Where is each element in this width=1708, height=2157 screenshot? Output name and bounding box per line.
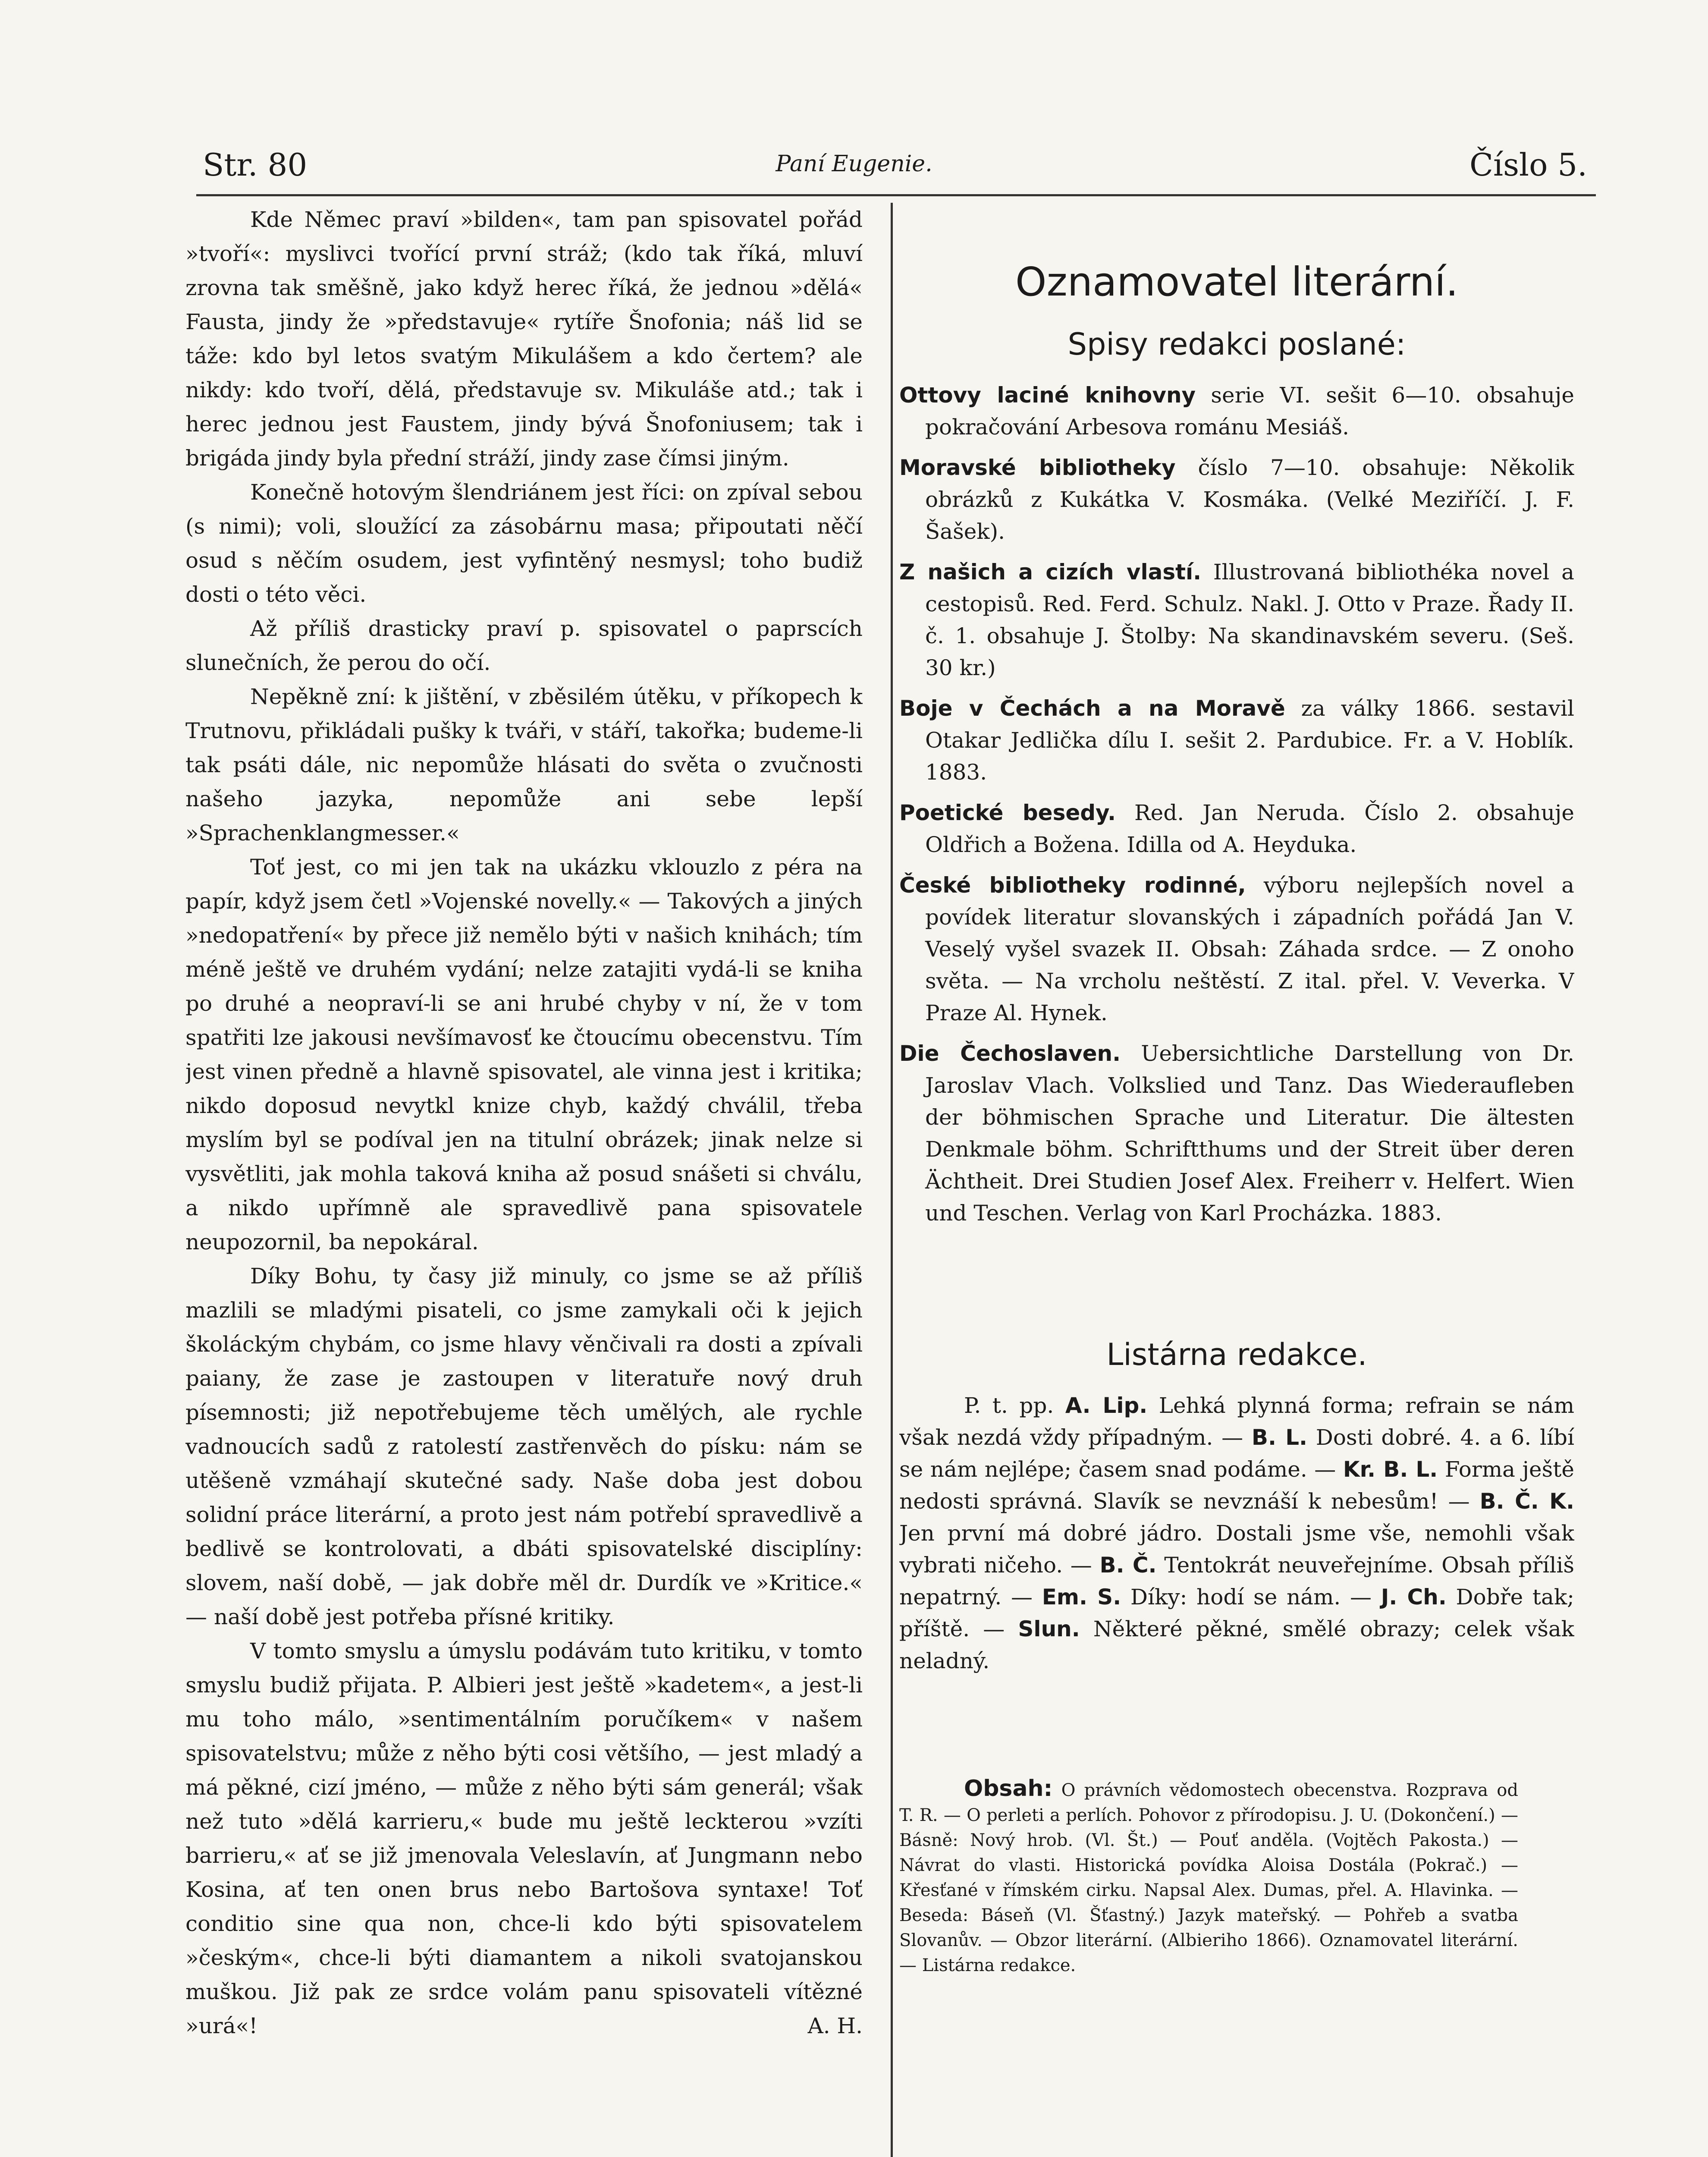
letter-name: Slun.: [1018, 1616, 1080, 1641]
letter-text: Jen první má dobré jádro. Dostali jsme vše, nemohli však vybrati ničeho. —: [899, 1521, 1574, 1578]
table-of-contents: [899, 1776, 1574, 1978]
entry-name: Ottovy laciné knihovny: [899, 383, 1196, 408]
entry-name: Moravské bibliotheky: [899, 455, 1176, 480]
letter-text: Forma ještě nedosti správná. Slavík se nevznáší k nebesům! —: [899, 1457, 1574, 1514]
entry-name: Die Čechoslaven.: [899, 1041, 1121, 1066]
entry-text: serie VI. sešit 6—10. obsahuje pokračování Arbesova románu Mesiáš.: [925, 383, 1574, 440]
letter-name: B. L.: [1251, 1425, 1308, 1450]
letter-text: Některé pěkné, smělé obrazy; celek však neladný.: [899, 1616, 1574, 1673]
header-rule: [196, 194, 1596, 196]
article-paragraph: Kde Němec praví »bilden«, tam pan spisovatel pořád »tvoří«: myslivci tvořící první stráž; (kdo tak říká, mluví zrovna tak směšně, jako když herec říká, že jednou »dělá« Fausta, jindy že »představuje« rytíře Šnofonia; náš lid se táže: kdo byl letos svatým Mikulášem a kdo čertem? ale nikdy: kdo tvoří, dělá, představuje sv. Mikuláše atd.; tak i herec jednou jest Faustem, jindy bývá Šnofoniusem; tak i brigáda jindy byla přední stráží, jindy zase čímsi jiným.: [185, 207, 863, 471]
letter-text: Díky: hodí se nám. —: [1130, 1585, 1372, 1610]
contents-text: O právních vědomostech obecenstva. Rozprava od T. R. — O perleti a perlích. Pohovor z přírodopisu. J. U. (Dokončení.) — Básně: Nový hrob. (Vl. Št.) — Pouť anděla. (Vojtěch Pakosta.) — Návrat do vlasti. Historická povídka Aloisa Dostála (Pokrač.) — Křesťané v římském cirku. Napsal Alex. Dumas, přel. A. Hlavinka. — Beseda: Báseň (Vl. Šťastný.) Jazyk mateřský. — Pohřeb a svatba Slovanův. — Obzor literární. (Albieriho 1866). Oznamovatel literární. — Listárna redakce.: [899, 1780, 1518, 1975]
letter-text: Dosti dobré. 4. a 6. líbí se nám nejlépe; časem snad podáme. —: [899, 1425, 1574, 1482]
entry-text: Illustrovaná bibliothéka novel a cestopisů. Red. Ferd. Schulz. Nakl. J. Otto v Praze. Řady II. č. 1. obsahuje J. Štolby: Na skandinavském severu. (Seš. 30 kr.): [925, 560, 1574, 680]
article-paragraph: Až příliš drasticky praví p. spisovatel o paprscích slunečních, že perou do očí.: [185, 616, 863, 675]
entry-text: číslo 7—10. obsahuje: Několik obrázků z Kukátka V. Kosmáka. (Velké Meziříčí. J. F. Šašek).: [925, 455, 1574, 544]
letter-name: Em. S.: [1042, 1585, 1121, 1610]
letter-name: J. Ch.: [1381, 1585, 1447, 1610]
list-item: [899, 869, 1574, 1029]
entry-text: Uebersichtliche Darstellung von Dr. Jaroslav Vlach. Volkslied und Tanz. Das Wiederaufleben der böhmischen Sprache und Literatur. Die ältesten Denkmale böhm. Schriftthums und der Streit über deren Ächtheit. Drei Studien Josef Alex. Freiherr v. Helfert. Wien und Teschen. Verlag von Karl Procházka. 1883.: [925, 1041, 1574, 1226]
list-item: [899, 692, 1574, 788]
contents-label: Obsah:: [964, 1776, 1053, 1802]
letter-text: Tentokrát neuveřejníme. Obsah příliš nepatrný. —: [899, 1553, 1574, 1610]
letter-addressee: P. t. pp.: [964, 1393, 1054, 1418]
letter-name: B. Č.: [1099, 1553, 1157, 1578]
entry-name: České bibliotheky rodinné,: [899, 873, 1246, 898]
article-paragraph-text: V tomto smyslu a úmyslu podávám tuto kritiku, v tomto smyslu budiž přijata. P. Albieri jest ještě »kadetem«, a jest-li mu toho málo, »sentimentálním poručíkem« v našem spisovatelstvu; může z něho býti cosi většího, — jest mladý a má pěkné, cizí jméno, — může z něho býti sám generál; však než tuto »dělá karrieru,« bude mu ještě leckterou »vzíti barrieru,« ať se již jmenovala Veleslavín, ať Jungmann nebo Kosina, ať ten onen brus nebo Bartošova syntaxe! Toť conditio sine qua non, chce-li kdo býti spisovatelem »českým«, chce-li býti diamantem a nikoli svatojanskou muškou. Již pak ze srdce volám panu spisovateli vítězné »urá«!: [185, 1638, 863, 2038]
list-item: [899, 797, 1574, 861]
list-item: [899, 379, 1574, 443]
letter-name: B. Č. K.: [1479, 1489, 1574, 1514]
article-paragraph: Díky Bohu, ty časy již minuly, co jsme se až příliš mazlili se mladými pisateli, co jsme zamykali oči k jejich školáckým chybám, co jsme hlavy věnčivali ra dosti a zpívali paiany, že zase je zastoupen v literatuře nový druh písemnosti; již nepotřebujeme těch umělých, ale rychle vadnoucích sadů z ratolestí zastřenvěch do písku: nám se utěšeně vzmáhají skutečné sady. Naše doba jest dobou solidní práce literární, a proto jest nám potřebí spravedlivě a bedlivě se kontrolovati, a dbáti spisovatelské disciplíny: slovem, naší době, — jak dobře měl dr. Durdík ve »Kritice.« — naší době jest potřeba přísné kritiky.: [185, 1264, 863, 1629]
letters-title: Listárna redakce.: [1106, 1337, 1367, 1372]
article-paragraph: Konečně hotovým šlendriánem jest říci: on zpíval sebou (s nimi); voli, sloužící za zásobárnu masa; připoutati něčí osud s něčím osudem, jest vyfintěný nesmysl; toho budiž dosti o této věci.: [185, 480, 863, 607]
entry-text: výboru nejlepších novel a povídek literatur slovanských i západních pořádá Jan V. Veselý vyšel svazek II. Obsah: Záhada srdce. — Z onoho světa. — Na vrcholu neštěstí. Z ital. přel. V. Veverka. V Praze Al. Hynek.: [925, 873, 1574, 1025]
entry-name: Z našich a cizích vlastí.: [899, 560, 1202, 585]
received-books-list: [899, 379, 1574, 1229]
letter-name: A. Lip.: [1065, 1393, 1148, 1418]
article-paragraph: Toť jest, co mi jen tak na ukázku vklouzlo z péra na papír, když jsem četl »Vojenské novelly.« — Takových a jiných »nedopatření« by přece již nemělo býti v našich knihách; tím méně ještě ve druhém vydání; nelze zatajiti vydá-li se kniha po druhé a neopraví-li se ani hrubé chyby v ní, že v tom spatřiti lze jakousi nevšímavosť ke čtoucímu obecenstvu. Tím jest vinen předně a hlavně spisovatel, ale vinna jest i kritika; nikdo doposud nevytkl knize chyb, každý chválil, třeba myslím byl se podíval jen na titulní obrázek; jinak nelze si vysvětliti, jak mohla taková kniha až posud snášeti si chválu, a nikdo upřímně ale spravedlivě pana spisovatele neupozornil, ba nepokáral.: [185, 855, 863, 1255]
running-title: Paní Eugenie.: [776, 151, 932, 177]
list-item: [899, 1038, 1574, 1229]
page-number: Str. 80: [203, 147, 308, 183]
announcements-column: [899, 203, 1574, 2157]
article-paragraph: [185, 1634, 863, 2043]
section-subtitle: Spisy redakci poslané:: [1068, 327, 1406, 362]
entry-name: Poetické besedy.: [899, 800, 1116, 825]
letter-name: Kr. B. L.: [1343, 1457, 1438, 1482]
entry-name: Boje v Čechách a na Moravě: [899, 696, 1285, 721]
letter-text: Lehká plynná forma; refrain se nám však nezdá vždy případným. —: [899, 1393, 1574, 1450]
column-divider: [891, 203, 893, 2157]
list-item: [899, 556, 1574, 684]
section-title: Oznamovatel literární.: [1015, 259, 1458, 305]
entry-text: Red. Jan Neruda. Číslo 2. obsahuje Oldřich a Božena. Idilla od A. Heyduka.: [925, 800, 1574, 857]
letters-paragraph: [899, 1390, 1574, 1677]
article-paragraph: Nepěkně zní: k jištění, v zběsilém útěku, v příkopech k Trutnovu, přikládali pušky k tváři, v stáří, takořka; budeme-li tak psáti dále, nic nepomůže hlásati do světa o zvučnosti našeho jazyka, nepomůže ani sebe lepší »Sprachenklangmesser.«: [185, 684, 863, 846]
issue-number: Číslo 5.: [1469, 147, 1587, 183]
article-signature: A. H.: [807, 2013, 863, 2038]
article-column: [185, 203, 863, 2157]
entry-text: za války 1866. sestavil Otakar Jedlička dílu I. sešit 2. Pardubice. Fr. a V. Hoblík. 1883.: [925, 696, 1574, 785]
list-item: [899, 452, 1574, 547]
letter-text: Dobře tak; příště. —: [899, 1585, 1574, 1641]
